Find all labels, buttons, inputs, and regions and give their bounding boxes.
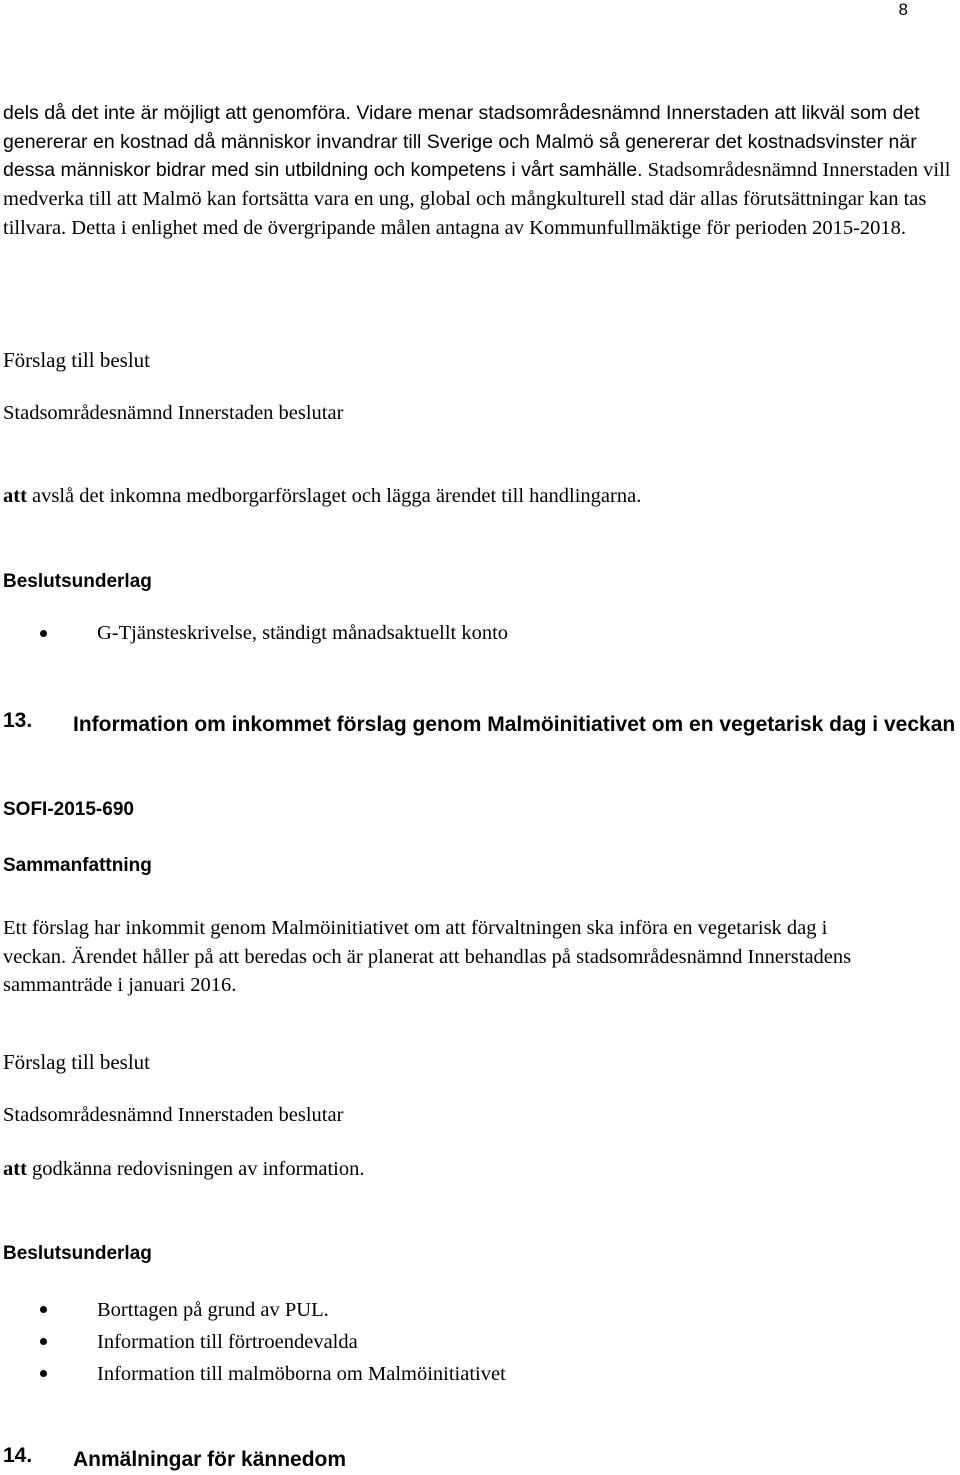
list-item: Information till malmöborna om Malmöinitiativet [40,1358,506,1390]
decision-text-13: godkänna redovisningen av information. [32,1158,365,1180]
summary-heading: Sammanfattning [3,855,152,876]
proposal-heading-12: Förslag till beslut [3,348,150,372]
basis-heading-12: Beslutsunderlag [3,571,152,592]
list-item: G-Tjänsteskrivelse, ständigt månadsaktuellt konto [40,622,508,645]
basis-list-12 [40,622,508,645]
board-decides-13: Stadsområdesnämnd Innerstaden beslutar [3,1104,344,1126]
list-item: Information till förtroendevalda [40,1326,506,1358]
section-14-heading [3,1444,960,1474]
basis-list-13 [40,1294,506,1390]
page-number: 8 [898,0,908,19]
section-14-number: 14. [3,1444,33,1467]
section-13-heading [3,709,960,773]
section-13-number: 13. [3,709,33,732]
basis-heading-13: Beslutsunderlag [3,1243,152,1264]
case-id: SOFI-2015-690 [3,799,134,820]
list-item: Borttagen på grund av PUL. [40,1294,506,1326]
decision-12 [3,485,641,508]
decision-text-12: avslå det inkomna medborgarförslaget och lägga ärendet till handlingarna. [32,485,642,507]
section-13-title: Information om inkommet förslag genom Malmöinitiativet om en vegetarisk dag i veckan [73,713,956,736]
proposal-heading-13: Förslag till beslut [3,1050,150,1074]
decision-att-13: att [3,1158,27,1180]
section-14-title: Anmälningar för kännedom [73,1448,347,1471]
board-decides-12: Stadsområdesnämnd Innerstaden beslutar [3,402,344,424]
intro-paragraph-sans: dels då det inte är möjligt att genomföra. Vidare menar stadsområdesnämnd Innerstaden att likväl som det genererar en kostnad då människor invandrar till Sverige och Malmö så genererar det kostnadsvinster när dessa människor bidrar med sin utbildning och kompetens i vårt samhälle. [3,102,920,182]
decision-att-12: att [3,485,27,507]
decision-13 [3,1158,365,1181]
intro-paragraph-serif: Stadsområdesnämnd Innerstaden vill medverka till att Malmö kan fortsätta vara en ung, global och mångkulturell stad där allas förutsättningar kan tas tillvara. Detta i enlighet med de övergripande målen antagna av Kommunfullmäktige för perioden 2015-2018. [3,159,951,239]
summary-text: Ett förslag har inkommit genom Malmöinitiativet om att förvaltningen ska införa en vegetarisk dag i veckan. Ärendet håller på att beredas och är planerat att behandlas på stadsområdesnämnd Innerstadens sammanträde i januari 2016. [3,917,852,997]
intro-paragraph [3,99,953,243]
